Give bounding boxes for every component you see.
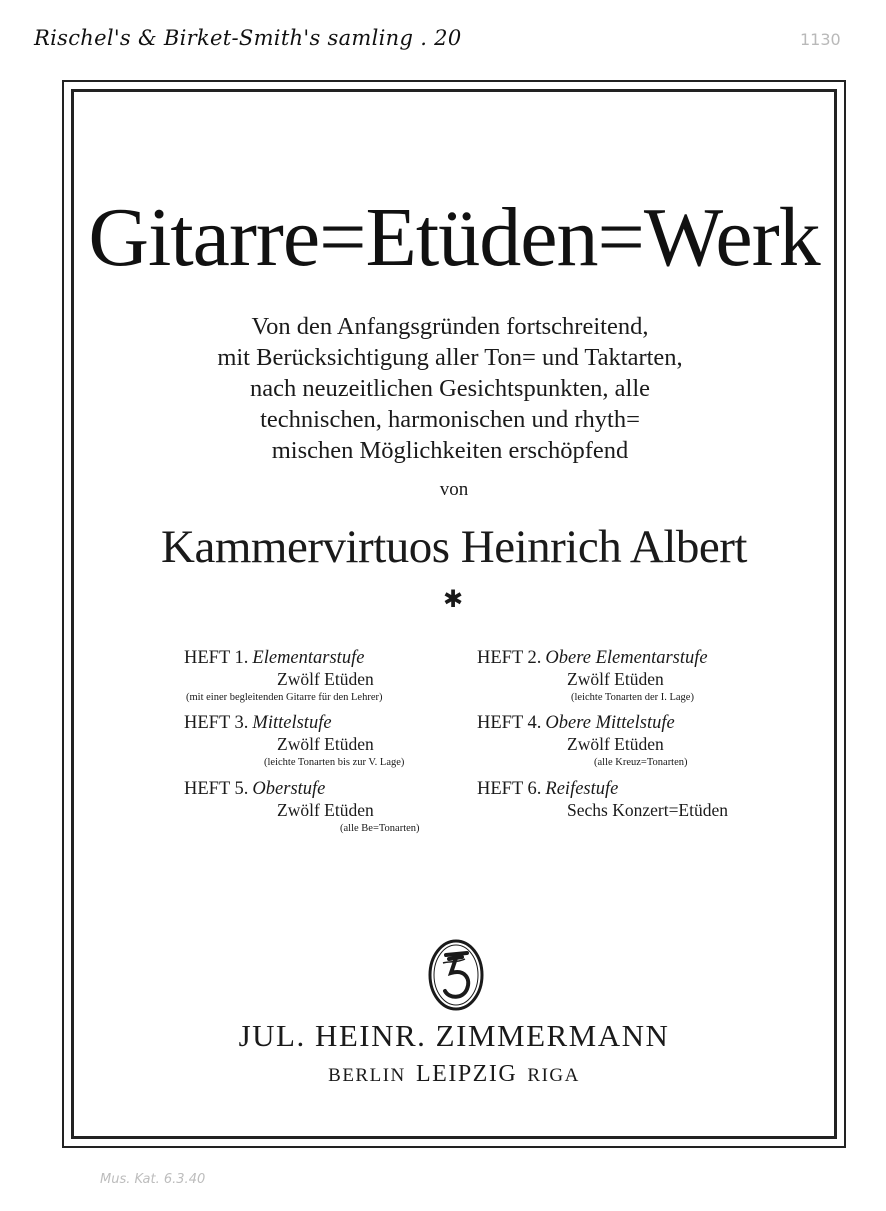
volume-entry-3 (184, 713, 405, 768)
bottom-pencil-mark: Mus. Kat. 6.3.40 (100, 1172, 206, 1187)
volume-note: (mit einer begleitenden Gitarre für den Lehrer) (186, 692, 383, 703)
volume-entry-2 (477, 648, 708, 703)
city-berlin: BERLIN (328, 1065, 406, 1086)
composer-name: Kammervirtuos Heinrich Albert (161, 521, 747, 573)
volume-stage: Obere Elementarstufe (545, 648, 708, 668)
volume-note: (alle Be=Tonarten) (340, 823, 420, 834)
subtitle-line: mischen Möglichkeiten erschöpfend (271, 437, 629, 464)
volume-label: HEFT 4. (477, 713, 542, 733)
volume-stage: Reifestufe (545, 779, 619, 799)
volume-stage: Elementarstufe (252, 648, 365, 668)
publisher-logo-icon (427, 937, 485, 1013)
corner-pencil-mark: 1130 (800, 30, 841, 49)
volume-note: (leichte Tonarten bis zur V. Lage) (264, 757, 405, 768)
volume-content: Sechs Konzert=Etüden (567, 800, 729, 820)
volume-label: HEFT 2. (477, 648, 542, 668)
volume-entry-4 (477, 713, 688, 768)
city-leipzig: LEIPZIG (416, 1061, 518, 1087)
volume-content: Zwölf Etüden (277, 669, 374, 689)
page-title: Gitarre=Etüden=Werk (88, 191, 820, 284)
subtitle-line: technischen, harmonischen und rhyth= (260, 406, 640, 433)
volume-label: HEFT 5. (184, 779, 249, 799)
subtitle-line: Von den Anfangsgründen fortschreitend, (251, 313, 649, 340)
volume-entry-5 (184, 779, 420, 834)
volume-entry-1 (184, 648, 383, 703)
collection-number: . 20 (420, 26, 462, 50)
volume-stage: Mittelstufe (252, 713, 332, 733)
volume-content: Zwölf Etüden (277, 800, 374, 820)
volume-stage: Obere Mittelstufe (545, 713, 675, 733)
city-riga: RIGA (527, 1065, 580, 1086)
by-label: von (439, 479, 469, 500)
publisher-cities (71, 1061, 837, 1088)
volume-note: (alle Kreuz=Tonarten) (594, 757, 688, 768)
collection-inscription: Rischel's & Birket-Smith's samling . 20 (34, 26, 462, 50)
volume-label: HEFT 6. (477, 779, 542, 799)
volume-content: Zwölf Etüden (567, 734, 664, 754)
volume-content: Zwölf Etüden (277, 734, 374, 754)
publisher-name: JUL. HEINR. ZIMMERMANN (238, 1018, 670, 1053)
subtitle (150, 311, 750, 466)
volume-content: Zwölf Etüden (567, 669, 664, 689)
volume-note: (leichte Tonarten der I. Lage) (571, 692, 694, 703)
volume-stage: Oberstufe (252, 779, 326, 799)
volume-label: HEFT 1. (184, 648, 249, 668)
volume-label: HEFT 3. (184, 713, 249, 733)
volume-entry-6 (477, 779, 729, 820)
subtitle-line: nach neuzeitlichen Gesichtspunkten, alle (249, 375, 650, 402)
star-ornament-icon: ✱ (443, 585, 464, 613)
subtitle-line: mit Berücksichtigung aller Ton= und Taktarten, (217, 344, 683, 371)
